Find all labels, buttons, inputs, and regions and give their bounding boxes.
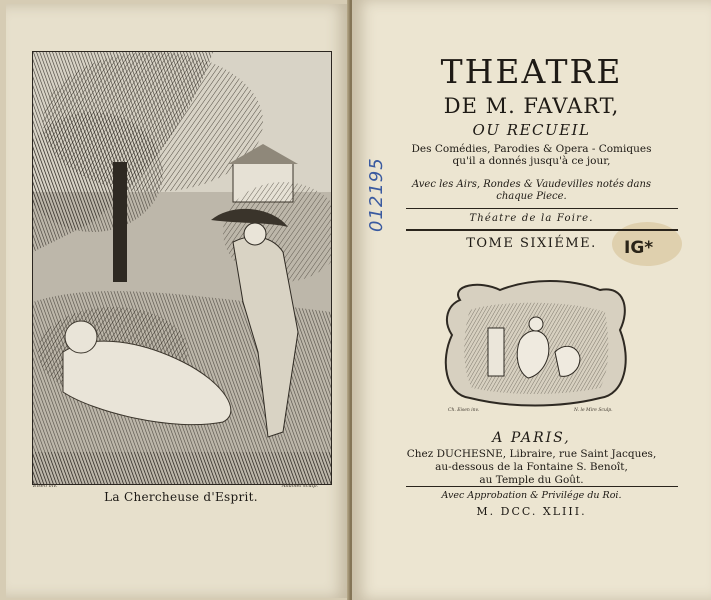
rule-middle [406, 229, 678, 231]
ou-recueil: OU RECUEIL [472, 121, 591, 139]
vignette-credit-right: N. le Mire Sculp. [574, 408, 613, 413]
description [352, 143, 711, 167]
tome-label: TOME SIXIÉME. [466, 236, 597, 251]
book-title: THEATRE [440, 52, 623, 91]
engraver-credit: Aliamet sculp. [281, 483, 318, 489]
description-line: qu'il a donnés jusqu'à ce jour, [452, 155, 611, 167]
publisher-line: Chez DUCHESNE, Libraire, rue Saint Jacques, [406, 448, 657, 460]
approbation: Avec Approbation & Privilége du Roi. [441, 490, 622, 501]
vignette-engraving [440, 280, 630, 408]
rule-bottom [406, 486, 678, 487]
vignette-credit-left: Ch. Eisen inv. [448, 408, 480, 413]
city: A PARIS, [492, 430, 571, 446]
description-line: Des Comédies, Parodies & Opera - Comiques [411, 143, 652, 155]
airs-line: chaque Piece. [496, 191, 567, 202]
publisher-line: au Temple du Goût. [479, 474, 584, 486]
title-page [352, 0, 711, 600]
book-author: DE M. FAVART, [443, 94, 620, 118]
airs-note [352, 179, 711, 203]
library-stamp-number: 012195 [366, 157, 387, 232]
theatre-foire: Théatre de la Foire. [469, 213, 594, 224]
publisher [352, 448, 711, 487]
publication-year: M. DCC. XLIII. [476, 505, 587, 518]
frontispiece-engraving [32, 51, 332, 485]
frontispiece-caption: La Chercheuse d'Esprit. [104, 490, 258, 504]
airs-line: Avec les Airs, Rondes & Vaudevilles notés dans [411, 179, 652, 190]
publisher-line: au-dessous de la Fontaine S. Benoît, [435, 461, 628, 473]
rule-top [406, 208, 678, 209]
artist-credit: Eisen inv. [33, 483, 58, 489]
shelfmark: IG* [624, 238, 654, 258]
left-page [6, 4, 350, 598]
